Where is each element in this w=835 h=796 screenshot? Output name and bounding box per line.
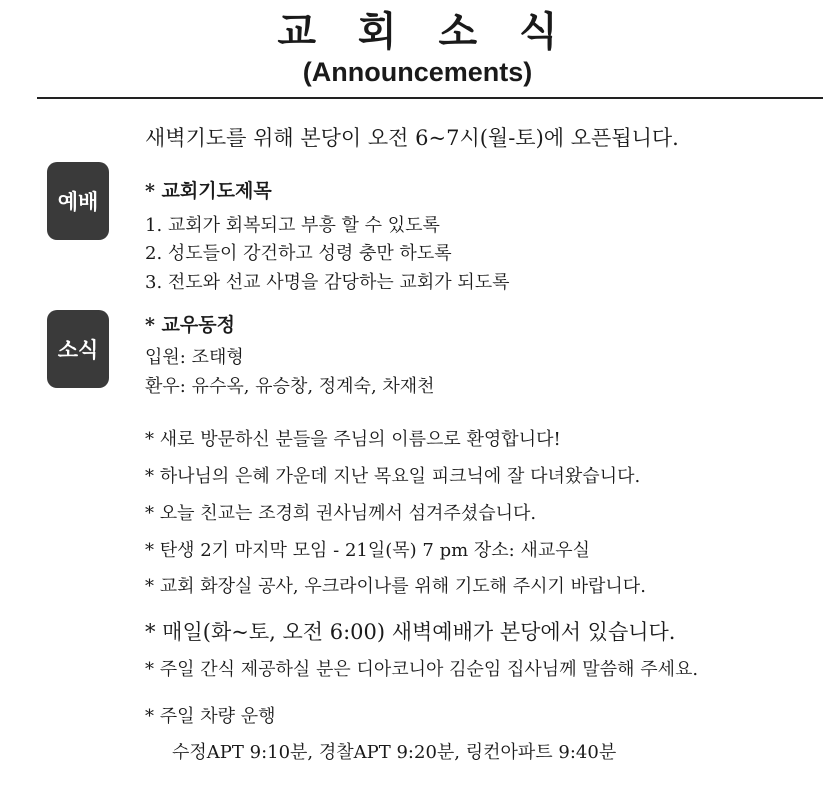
news-tag: 소식 bbox=[47, 310, 109, 388]
notice-item: * 하나님의 은혜 가운데 지난 목요일 피크닉에 잘 다녀왔습니다. bbox=[145, 466, 641, 487]
notice-item: * 주일 차량 운행 bbox=[145, 706, 276, 727]
notice-item: * 주일 간식 제공하실 분은 디아코니아 김순임 집사님께 말씀해 주세요. bbox=[145, 659, 699, 680]
prayer-item: 1. 교회가 회복되고 부흥 할 수 있도록 bbox=[145, 215, 440, 236]
members-heading: * 교우동정 bbox=[145, 314, 235, 336]
prayer-item: 2. 성도들이 강건하고 성령 충만 하도록 bbox=[145, 243, 452, 264]
notice-item: * 오늘 친교는 조경희 권사님께서 섬겨주셨습니다. bbox=[145, 503, 537, 524]
notice-item: * 새로 방문하신 분들을 주님의 이름으로 환영합니다! bbox=[145, 429, 561, 450]
intro-notice: 새벽기도를 위해 본당이 오전 6~7시(월-토)에 오픈됩니다. bbox=[145, 126, 679, 150]
prayer-heading: * 교회기도제목 bbox=[145, 180, 272, 202]
members-line: 입원: 조태형 bbox=[145, 347, 244, 368]
notice-item: * 탄생 2기 마지막 모임 - 21일(목) 7 pm 장소: 새교우실 bbox=[145, 540, 591, 561]
shuttle-schedule: 수정APT 9:10분, 경찰APT 9:20분, 링컨아파트 9:40분 bbox=[172, 742, 617, 763]
page-title: 교 회 소 식 bbox=[277, 9, 572, 55]
page-subtitle: (Announcements) bbox=[302, 57, 533, 87]
prayer-item: 3. 전도와 선교 사명을 감당하는 교회가 되도록 bbox=[145, 272, 510, 293]
members-line: 환우: 유수옥, 유승창, 정계숙, 차재천 bbox=[145, 376, 435, 397]
notice-item: * 교회 화장실 공사, 우크라이나를 위해 기도해 주시기 바랍니다. bbox=[145, 576, 646, 597]
worship-tag: 예배 bbox=[47, 162, 109, 240]
header-divider bbox=[37, 97, 823, 99]
notice-item: * 매일(화~토, 오전 6:00) 새벽예배가 본당에서 있습니다. bbox=[145, 620, 676, 644]
